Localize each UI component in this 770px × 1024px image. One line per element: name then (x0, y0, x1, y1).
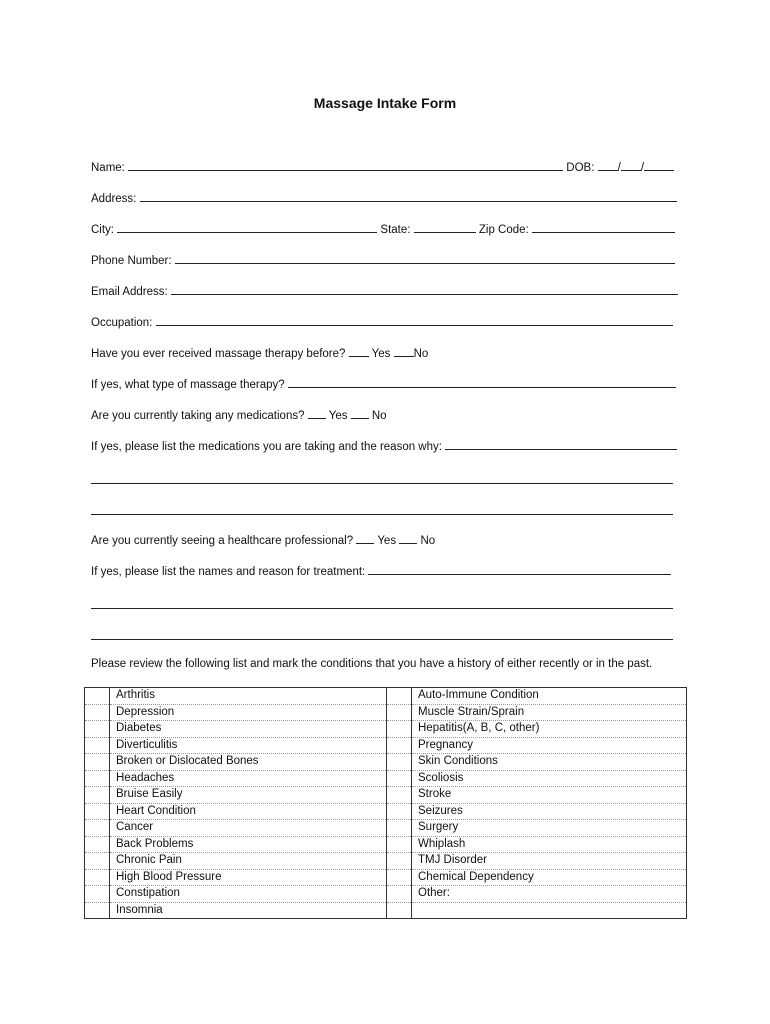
condition-label-right: Skin Conditions (412, 754, 687, 771)
condition-label-left: Diverticulitis (110, 737, 387, 754)
condition-checkbox-left[interactable] (85, 902, 110, 919)
condition-row (85, 721, 687, 738)
condition-checkbox-left[interactable] (85, 820, 110, 837)
medications-extra-line[interactable] (91, 483, 673, 484)
medications-list-row (91, 439, 677, 454)
condition-label-left: Constipation (110, 886, 387, 903)
city-label: City: (91, 224, 114, 236)
phone-label: Phone Number: (91, 255, 172, 267)
occupation-label: Occupation: (91, 317, 153, 329)
condition-checkbox-right[interactable] (387, 737, 412, 754)
name-row (91, 160, 674, 175)
healthcare-extra-line[interactable] (91, 608, 673, 609)
medications-extra-line[interactable] (91, 514, 673, 515)
dob-month-field[interactable] (598, 160, 618, 171)
healthcare-list-field[interactable] (368, 564, 671, 575)
phone-field[interactable] (175, 253, 675, 264)
healthcare-list-question: If yes, please list the names and reason for treatment: (91, 566, 366, 578)
city-row (91, 222, 675, 237)
condition-row (85, 902, 687, 919)
condition-checkbox-left[interactable] (85, 704, 110, 721)
yes-label: Yes (371, 348, 391, 360)
condition-checkbox-left[interactable] (85, 787, 110, 804)
condition-label-right: Surgery (412, 820, 687, 837)
massage-type-row (91, 377, 676, 392)
conditions-table (84, 687, 687, 919)
email-field[interactable] (171, 284, 678, 295)
condition-checkbox-right[interactable] (387, 902, 412, 919)
massage-before-yes-blank[interactable] (349, 346, 369, 357)
condition-checkbox-left[interactable] (85, 836, 110, 853)
condition-label-left: Depression (110, 704, 387, 721)
address-row (91, 191, 677, 206)
healthcare-no-blank[interactable] (399, 533, 417, 544)
dob-separator: / (617, 162, 621, 174)
conditions-instruction: Please review the following list and mark the conditions that you have a history of either recently or in the past. (91, 658, 653, 670)
dob-day-field[interactable] (621, 160, 641, 171)
condition-label-left: Broken or Dislocated Bones (110, 754, 387, 771)
no-label: No (420, 535, 436, 547)
massage-before-row (91, 346, 428, 361)
condition-checkbox-right[interactable] (387, 836, 412, 853)
dob-separator: / (640, 162, 645, 174)
condition-row (85, 704, 687, 721)
condition-checkbox-right[interactable] (387, 754, 412, 771)
condition-checkbox-left[interactable] (85, 886, 110, 903)
no-label: No (371, 410, 387, 422)
medications-no-blank[interactable] (351, 408, 369, 419)
massage-type-question: If yes, what type of massage therapy? (91, 379, 285, 391)
zip-field[interactable] (532, 222, 675, 233)
condition-label-left: Insomnia (110, 902, 387, 919)
condition-checkbox-left[interactable] (85, 869, 110, 886)
condition-checkbox-left[interactable] (85, 770, 110, 787)
massage-before-question: Have you ever received massage therapy before? (91, 348, 346, 360)
occupation-field[interactable] (156, 315, 673, 326)
condition-row (85, 803, 687, 820)
condition-row (85, 836, 687, 853)
healthcare-question: Are you currently seeing a healthcare professional? (91, 535, 354, 547)
yes-label: Yes (328, 410, 348, 422)
no-label: No (413, 348, 429, 360)
form-title: Massage Intake Form (313, 95, 457, 111)
address-field[interactable] (140, 191, 677, 202)
email-label: Email Address: (91, 286, 168, 298)
condition-label-right: Other: (412, 886, 687, 903)
condition-label-left: Chronic Pain (110, 853, 387, 870)
medications-list-field[interactable] (445, 439, 677, 450)
condition-checkbox-left[interactable] (85, 737, 110, 754)
address-label: Address: (91, 193, 137, 205)
condition-label-left: Bruise Easily (110, 787, 387, 804)
medications-list-question: If yes, please list the medications you are taking and the reason why: (91, 441, 442, 453)
condition-checkbox-left[interactable] (85, 688, 110, 705)
dob-year-field[interactable] (644, 160, 674, 171)
massage-type-field[interactable] (288, 377, 676, 388)
zip-label: Zip Code: (478, 224, 529, 236)
city-field[interactable] (117, 222, 377, 233)
healthcare-extra-line[interactable] (91, 639, 673, 640)
condition-label-left: Headaches (110, 770, 387, 787)
condition-label-right: Auto-Immune Condition (412, 688, 687, 705)
healthcare-yes-blank[interactable] (356, 533, 374, 544)
medications-yes-blank[interactable] (308, 408, 326, 419)
condition-label-right: Scoliosis (412, 770, 687, 787)
condition-checkbox-right[interactable] (387, 886, 412, 903)
condition-checkbox-right[interactable] (387, 704, 412, 721)
condition-label-right: Chemical Dependency (412, 869, 687, 886)
name-field[interactable] (128, 160, 563, 171)
healthcare-row (91, 533, 435, 548)
condition-row (85, 886, 687, 903)
condition-row (85, 688, 687, 705)
name-label: Name: (91, 162, 125, 174)
condition-checkbox-left[interactable] (85, 754, 110, 771)
condition-checkbox-left[interactable] (85, 853, 110, 870)
condition-row (85, 754, 687, 771)
condition-checkbox-right[interactable] (387, 770, 412, 787)
phone-row (91, 253, 675, 268)
condition-row (85, 787, 687, 804)
condition-label-right: Hepatitis(A, B, C, other) (412, 721, 687, 738)
condition-label-right: Whiplash (412, 836, 687, 853)
occupation-row (91, 315, 673, 330)
condition-checkbox-right[interactable] (387, 803, 412, 820)
condition-row (85, 820, 687, 837)
medications-row (91, 408, 387, 423)
dob-label: DOB: (566, 162, 595, 174)
yes-label: Yes (377, 535, 397, 547)
condition-label-right: Seizures (412, 803, 687, 820)
state-field[interactable] (414, 222, 476, 233)
condition-row (85, 853, 687, 870)
condition-checkbox-right[interactable] (387, 787, 412, 804)
condition-row (85, 869, 687, 886)
condition-checkbox-right[interactable] (387, 820, 412, 837)
state-label: State: (380, 224, 411, 236)
medications-question: Are you currently taking any medications? (91, 410, 305, 422)
condition-checkbox-right[interactable] (387, 869, 412, 886)
condition-checkbox-right[interactable] (387, 853, 412, 870)
condition-checkbox-left[interactable] (85, 721, 110, 738)
condition-label-right: TMJ Disorder (412, 853, 687, 870)
condition-label-right: Muscle Strain/Sprain (412, 704, 687, 721)
condition-label-right: Stroke (412, 787, 687, 804)
condition-label-left: Diabetes (110, 721, 387, 738)
condition-label-right (412, 902, 687, 919)
massage-before-no-blank[interactable] (394, 346, 414, 357)
condition-checkbox-right[interactable] (387, 721, 412, 738)
condition-row (85, 770, 687, 787)
condition-label-left: Heart Condition (110, 803, 387, 820)
condition-row (85, 737, 687, 754)
condition-checkbox-left[interactable] (85, 803, 110, 820)
condition-label-left: Cancer (110, 820, 387, 837)
condition-label-left: Back Problems (110, 836, 387, 853)
email-row (91, 284, 678, 299)
condition-label-right: Pregnancy (412, 737, 687, 754)
condition-label-left: Arthritis (110, 688, 387, 705)
condition-checkbox-right[interactable] (387, 688, 412, 705)
healthcare-list-row (91, 564, 671, 579)
condition-label-left: High Blood Pressure (110, 869, 387, 886)
